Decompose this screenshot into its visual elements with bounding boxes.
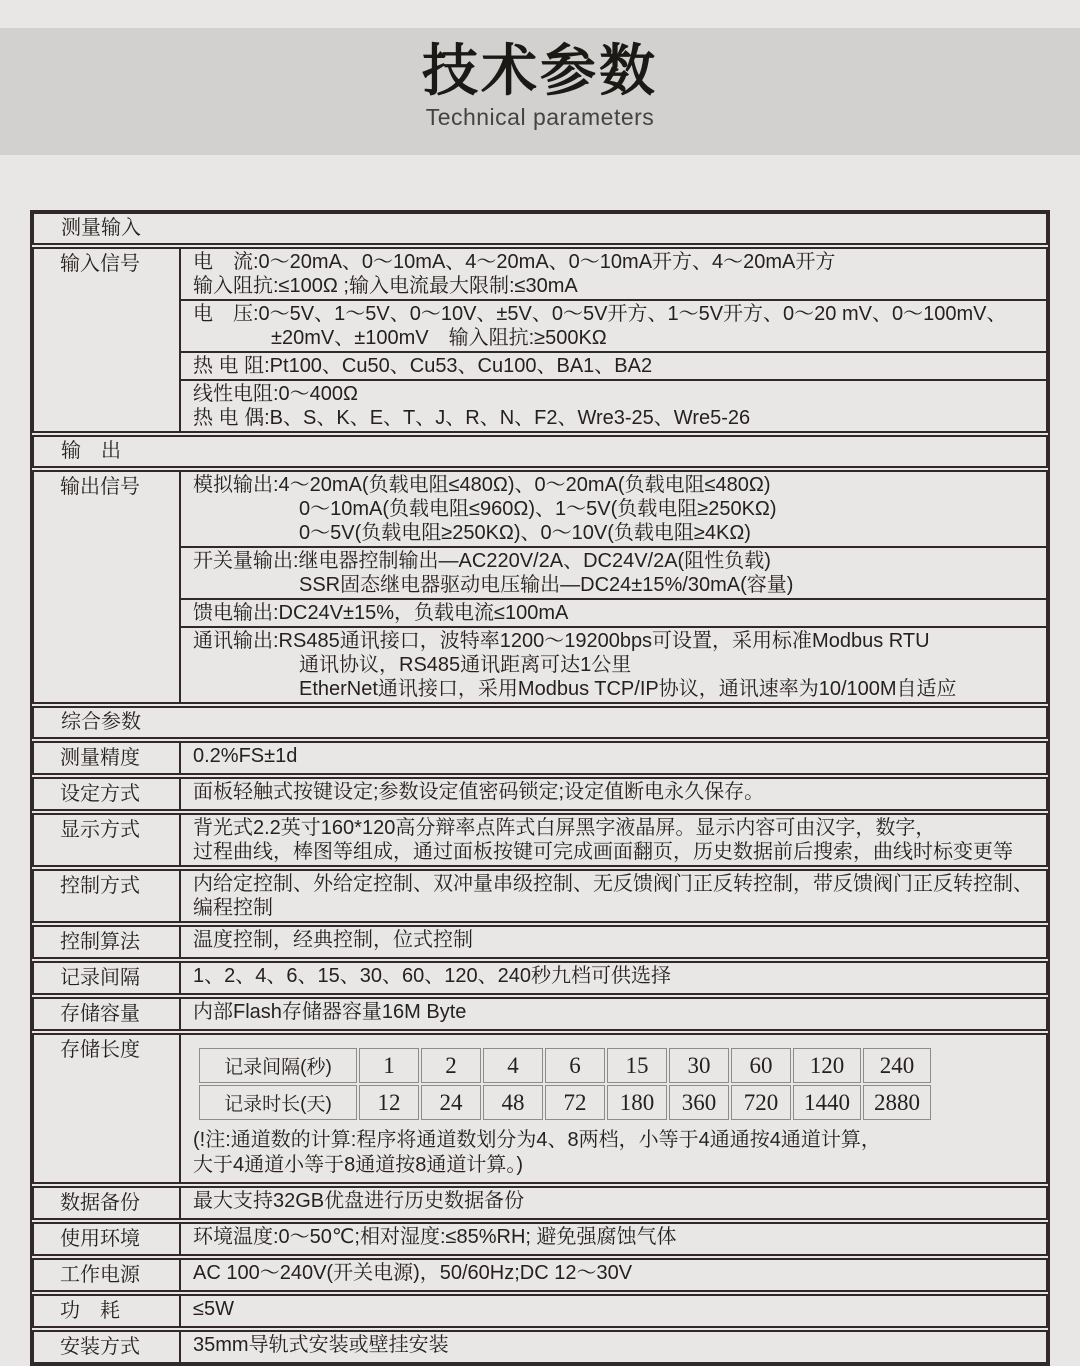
section-label: 测量输入 (61, 217, 141, 239)
text-line: 0～10mA(负载电阻≤960Ω)、1～5V(负载电阻≥250KΩ) (299, 498, 777, 520)
text-line: 热 电 偶:B、S、K、E、T、J、R、N、F2、Wre3-25、Wre5-26 (193, 407, 751, 429)
row-content (181, 779, 1046, 809)
text-line: 模拟输出:4～20mA(负载电阻≤480Ω)、0～20mA(负载电阻≤480Ω) (193, 474, 771, 496)
storage-table-cell: 60 (731, 1048, 791, 1083)
row-label: 使用环境 (34, 1224, 181, 1254)
row-label: 设定方式 (34, 779, 181, 809)
text-line: 0.2%FS±1d (193, 745, 298, 767)
storage-table-cell: 180 (607, 1085, 667, 1120)
text-line: 通讯协议，RS485通讯距离可达1公里 (299, 654, 632, 676)
parameters-table (30, 210, 1050, 1366)
row-content (181, 871, 1046, 921)
cell-content (181, 1224, 1046, 1250)
sub-row (181, 379, 1046, 431)
row-label: 控制方式 (34, 871, 181, 921)
text-line: 最大支持32GB优盘进行历史数据备份 (193, 1190, 525, 1212)
param-row (32, 997, 1048, 1031)
sub-row (181, 472, 1046, 546)
storage-table-cell: 12 (359, 1085, 419, 1120)
cell-content (181, 1188, 1046, 1214)
cell-content (181, 963, 1046, 989)
row-label: 测量精度 (34, 743, 181, 773)
cell-content (181, 743, 1046, 769)
sub-row (181, 598, 1046, 626)
text-line: 馈电输出:DC24V±15%，负载电流≤100mA (193, 602, 569, 624)
row-label: 记录间隔 (34, 963, 181, 993)
storage-table-cell: 48 (483, 1085, 543, 1120)
sub-row (181, 626, 1046, 702)
row-label: 存储长度 (34, 1035, 181, 1182)
param-row (32, 869, 1048, 923)
row-content (181, 999, 1046, 1029)
record-duration-header: 记录时长(天) (199, 1085, 357, 1120)
row-label: 输入信号 (34, 249, 181, 431)
text-line: ±20mV、±100mV 输入阻抗:≥500KΩ (271, 327, 607, 349)
storage-table-cell: 30 (669, 1048, 729, 1083)
text-line: 线性电阻:0～400Ω (193, 383, 358, 405)
row-content (181, 1296, 1046, 1326)
text-line: EtherNet通讯接口，采用Modbus TCP/IP协议，通讯速率为10/100M自适应 (299, 678, 957, 700)
text-line: AC 100～240V(开关电源)，50/60Hz;DC 12～30V (193, 1262, 633, 1284)
record-interval-header: 记录间隔(秒) (199, 1048, 357, 1083)
text-line: ≤5W (193, 1298, 234, 1320)
storage-table-cell: 720 (731, 1085, 791, 1120)
row-label: 控制算法 (34, 927, 181, 957)
text-line: 过程曲线，棒图等组成，通过面板按键可完成画面翻页，历史数据前后搜索，曲线时标变更等 (193, 841, 1013, 863)
storage-table-cell: 2 (421, 1048, 481, 1083)
text-line: 编程控制 (193, 897, 273, 919)
text-line: 温度控制，经典控制，位式控制 (193, 929, 473, 951)
row-label: 安装方式 (34, 1332, 181, 1362)
cell-content (181, 815, 1046, 865)
param-row (32, 1330, 1048, 1364)
title-band (0, 28, 1080, 155)
storage-table-row (199, 1085, 931, 1120)
storage-table-cell: 24 (421, 1085, 481, 1120)
text-line: 热 电 阻:Pt100、Cu50、Cu53、Cu100、BA1、BA2 (193, 355, 653, 377)
cell-content (181, 999, 1046, 1025)
text-line: 通讯输出:RS485通讯接口，波特率1200～19200bps可设置，采用标准Modbus RTU (193, 630, 930, 652)
text-line: 内部Flash存储器容量16M Byte (193, 1001, 467, 1023)
text-line: 0～5V(负载电阻≥250KΩ)、0～10V(负载电阻≥4KΩ) (299, 522, 751, 544)
storage-table-cell: 15 (607, 1048, 667, 1083)
row-content (181, 472, 1046, 702)
row-label: 数据备份 (34, 1188, 181, 1218)
page-title: 技术参数 (422, 39, 658, 102)
row-content (181, 927, 1046, 957)
param-row (32, 1033, 1048, 1184)
storage-cell (181, 1035, 1046, 1182)
storage-table-cell: 2880 (863, 1085, 931, 1120)
param-row (32, 777, 1048, 811)
text-line: 35mm导轨式安装或壁挂安装 (193, 1334, 449, 1356)
cell-content (181, 1260, 1046, 1286)
sub-row (181, 249, 1046, 299)
row-content (181, 743, 1046, 773)
row-content (181, 1224, 1046, 1254)
sub-row (181, 299, 1046, 351)
cell-content (181, 927, 1046, 953)
text-line: SSR固态继电器驱动电压输出—DC24±15%/30mA(容量) (299, 574, 794, 596)
cell-content (181, 1332, 1046, 1358)
storage-table (197, 1046, 933, 1122)
row-label: 输出信号 (34, 472, 181, 702)
row-content (181, 963, 1046, 993)
text-line: 1、2、4、6、15、30、60、120、240秒九档可供选择 (193, 965, 671, 987)
text-line: 开关量输出:继电器控制输出—AC220V/2A、DC24V/2A(阻性负载) (193, 550, 771, 572)
param-row (32, 961, 1048, 995)
row-content (181, 1260, 1046, 1290)
param-row (32, 247, 1048, 433)
section-row (32, 706, 1048, 739)
storage-table-cell: 72 (545, 1085, 605, 1120)
row-content (181, 249, 1046, 431)
param-row (32, 925, 1048, 959)
storage-table-cell: 240 (863, 1048, 931, 1083)
param-row (32, 1186, 1048, 1220)
section-row (32, 212, 1048, 245)
section-label: 输 出 (61, 440, 121, 462)
row-label: 工作电源 (34, 1260, 181, 1290)
sub-row (181, 351, 1046, 379)
storage-table-cell: 4 (483, 1048, 543, 1083)
text-line: 输入阻抗:≤100Ω ;输入电流最大限制:≤30mA (193, 275, 578, 297)
param-row (32, 1258, 1048, 1292)
cell-content (181, 1296, 1046, 1322)
param-row (32, 1222, 1048, 1256)
row-content (181, 815, 1046, 865)
text-line: 内给定控制、外给定控制、双冲量串级控制、无反馈阀门正反转控制，带反馈阀门正反转控制、 (193, 873, 1033, 895)
cell-content (181, 779, 1046, 805)
page-subtitle: Technical parameters (425, 104, 655, 130)
sub-row (181, 546, 1046, 598)
text-line: (!注:通道数的计算:程序将通道数划分为4、8两档，小等于4通通按4通道计算， (193, 1129, 881, 1151)
param-row (32, 813, 1048, 867)
text-line: 大于4通道小等于8通道按8通道计算。) (193, 1154, 524, 1176)
section-label: 综合参数 (61, 711, 141, 733)
text-line: 电 流:0～20mA、0～10mA、4～20mA、0～10mA开方、4～20mA开方 (193, 251, 836, 273)
row-label: 显示方式 (34, 815, 181, 865)
storage-table-cell: 1 (359, 1048, 419, 1083)
storage-table-cell: 1440 (793, 1085, 861, 1120)
text-line: 环境温度:0～50℃;相对湿度:≤85%RH; 避免强腐蚀气体 (193, 1226, 677, 1248)
row-label: 存储容量 (34, 999, 181, 1029)
text-line: 电 压:0～5V、1～5V、0～10V、±5V、0～5V开方、1～5V开方、0～20 mV、0～100mV、 (193, 303, 1007, 325)
row-label: 功 耗 (34, 1296, 181, 1326)
storage-table-cell: 120 (793, 1048, 861, 1083)
param-row (32, 741, 1048, 775)
row-content (181, 1188, 1046, 1218)
storage-table-row (199, 1048, 931, 1083)
section-row (32, 435, 1048, 468)
channel-count-note (193, 1128, 1046, 1178)
cell-content (181, 871, 1046, 921)
storage-table-cell: 6 (545, 1048, 605, 1083)
storage-table-cell: 360 (669, 1085, 729, 1120)
text-line: 背光式2.2英寸160*120高分辩率点阵式白屏黑字液晶屏。显示内容可由汉字，数字， (193, 817, 936, 839)
param-row (32, 470, 1048, 704)
row-content (181, 1035, 1046, 1182)
text-line: 面板轻触式按键设定;参数设定值密码锁定;设定值断电永久保存。 (193, 781, 765, 803)
param-row (32, 1294, 1048, 1328)
